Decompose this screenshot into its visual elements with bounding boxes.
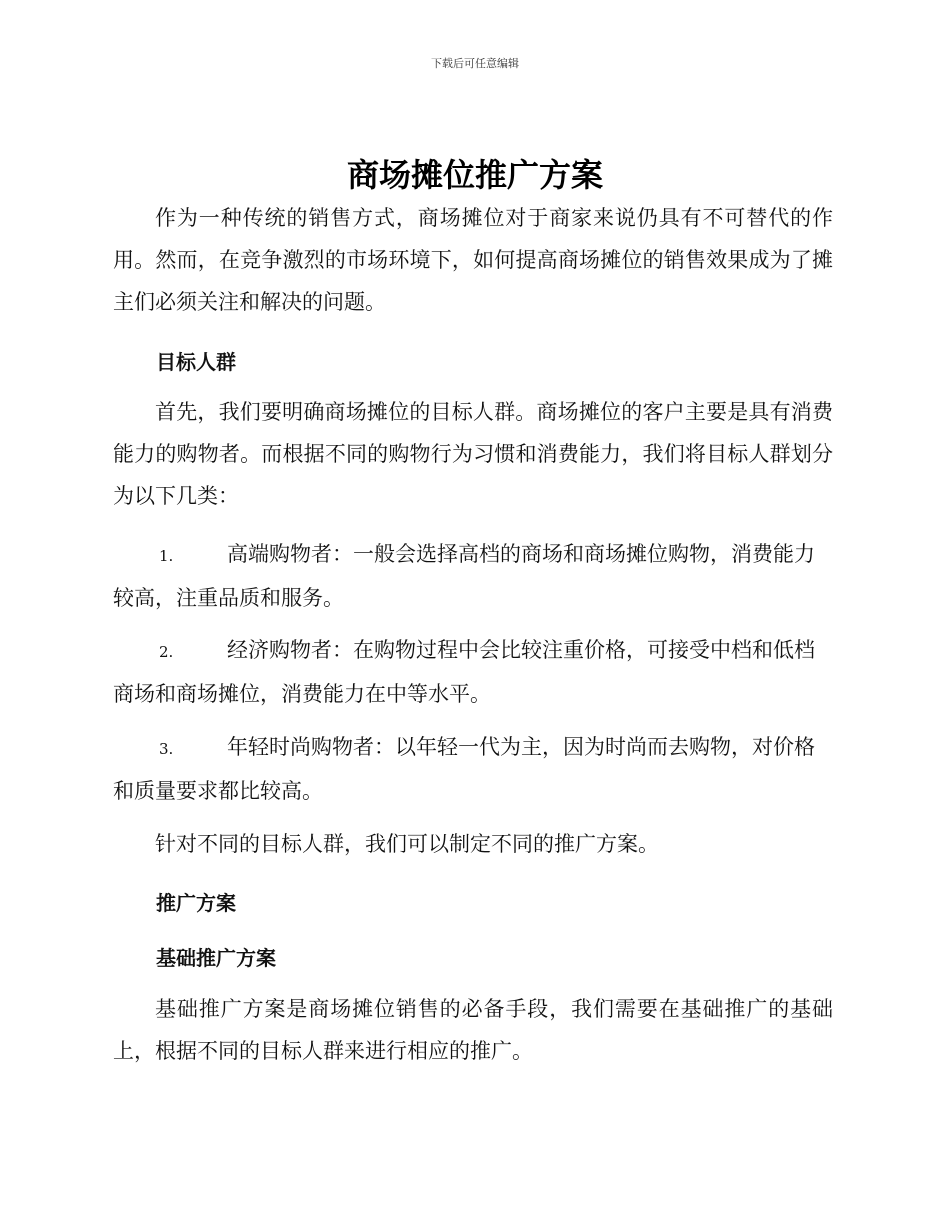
header-note: 下载后可任意编辑 — [431, 57, 519, 70]
section-heading-promotion-plan: 推广方案 — [156, 891, 236, 915]
list-item — [113, 726, 833, 812]
intro-paragraph — [113, 197, 833, 323]
list-text: 经济购物者：在购物过程中会比较注重价格，可接受中档和低档商场和商场摊位，消费能力在中等水平。 — [113, 638, 815, 706]
subheading-basic-promotion: 基础推广方案 — [156, 946, 276, 970]
target-audience-text: 首先，我们要明确商场摊位的目标人群。商场摊位的客户主要是具有消费能力的购物者。而根据不同的购物行为习惯和消费能力，我们将目标人群划分为以下几类： — [113, 400, 833, 508]
list-item — [113, 629, 833, 715]
closing-text: 针对不同的目标人群，我们可以制定不同的推广方案。 — [155, 832, 659, 856]
closing-paragraph — [113, 823, 833, 865]
target-audience-paragraph — [113, 391, 833, 517]
list-number: 2. — [159, 643, 174, 661]
list-number: 1. — [159, 547, 174, 565]
list-item — [113, 533, 833, 619]
section-heading-target-audience: 目标人群 — [156, 350, 236, 374]
list-text: 年轻时尚购物者：以年轻一代为主，因为时尚而去购物，对价格和质量要求都比较高。 — [113, 735, 815, 803]
basic-promotion-text: 基础推广方案是商场摊位销售的必备手段，我们需要在基础推广的基础上，根据不同的目标人群来进行相应的推广。 — [113, 997, 833, 1063]
list-text: 高端购物者：一般会选择高档的商场和商场摊位购物，消费能力较高，注重品质和服务。 — [113, 542, 815, 610]
document-title: 商场摊位推广方案 — [346, 156, 603, 194]
basic-promotion-paragraph — [113, 988, 833, 1072]
intro-text: 作为一种传统的销售方式，商场摊位对于商家来说仍具有不可替代的作用。然而，在竞争激烈的市场环境下，如何提高商场摊位的销售效果成为了摊主们必须关注和解决的问题。 — [113, 206, 833, 314]
list-number: 3. — [159, 740, 174, 758]
